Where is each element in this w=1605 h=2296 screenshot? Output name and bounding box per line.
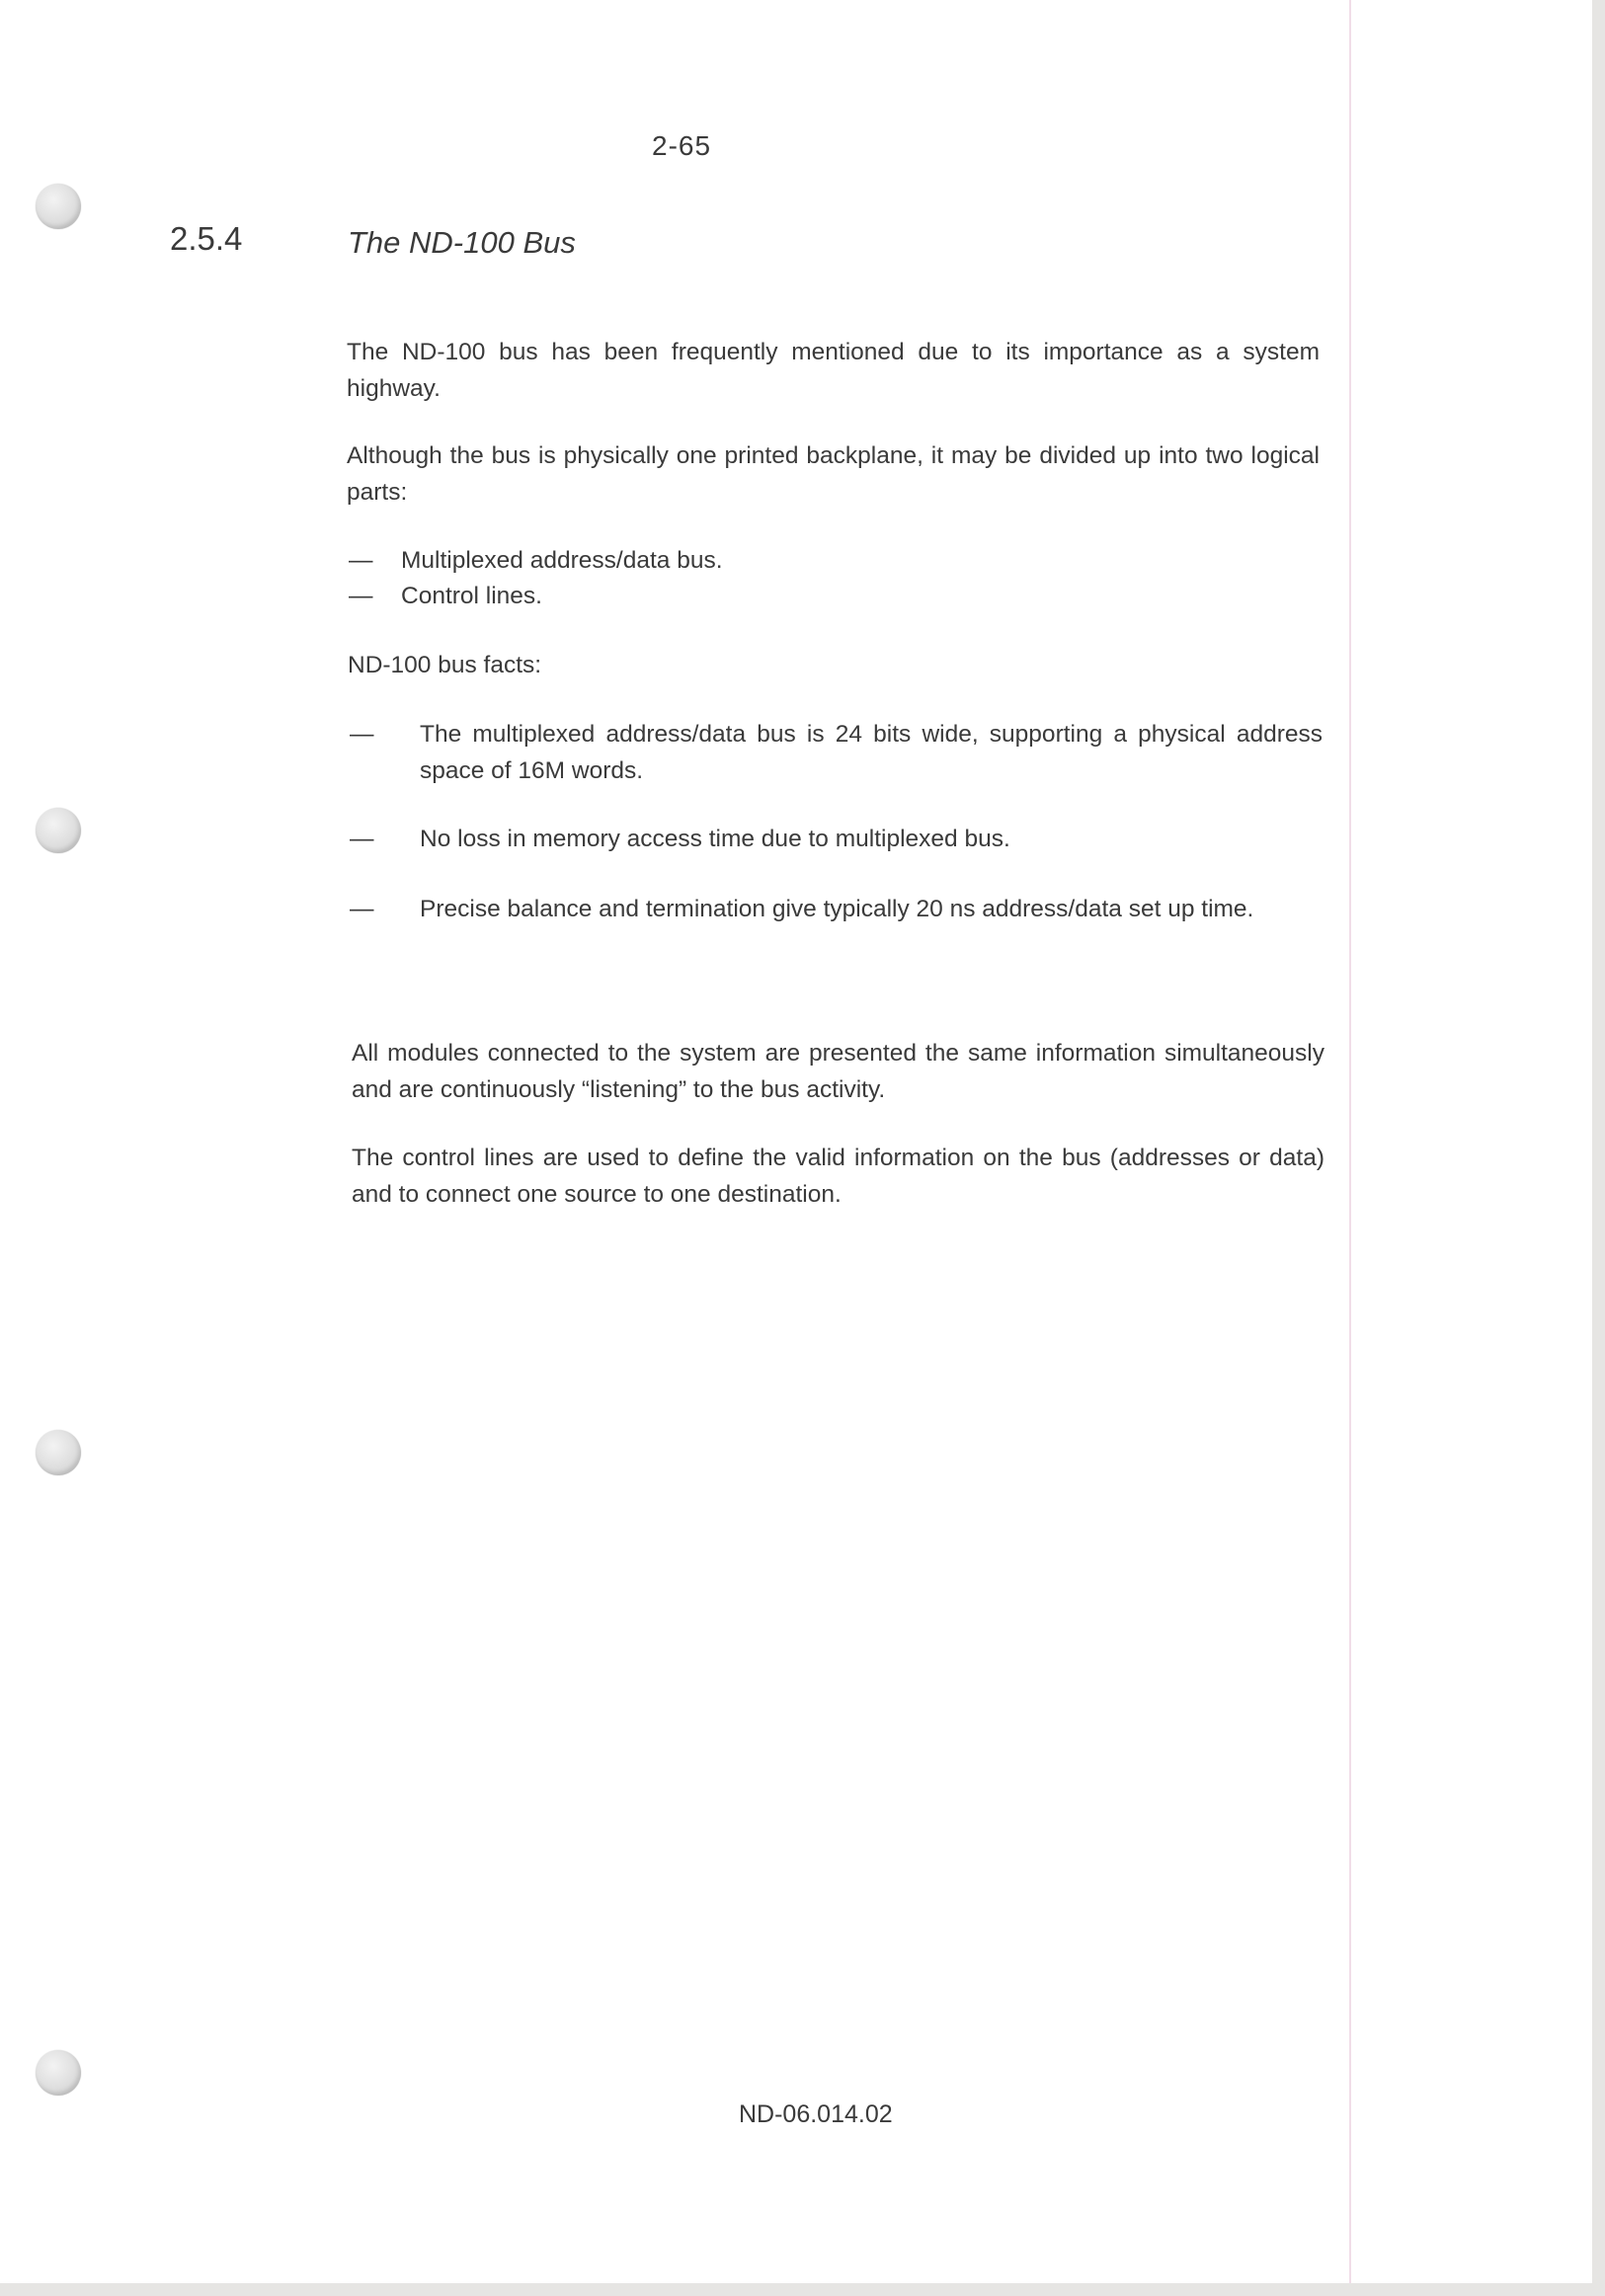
facts-heading: ND-100 bus facts: — [348, 652, 542, 678]
binder-hole-4 — [36, 2050, 81, 2096]
dash-bullet: — — [350, 896, 374, 922]
list-item-text: Multiplexed address/data bus. — [401, 547, 723, 574]
section-title: The ND-100 Bus — [348, 225, 576, 260]
dash-bullet: — — [349, 547, 373, 574]
binder-hole-2 — [36, 808, 81, 853]
fact-text: The multiplexed address/data bus is 24 bits wide, supporting a physical address space of 16M words. — [420, 721, 1323, 784]
page-number: 2-65 — [652, 130, 712, 161]
list-item-text: Control lines. — [401, 583, 542, 609]
section-number: 2.5.4 — [170, 220, 243, 257]
dash-bullet: — — [349, 583, 373, 609]
fact-text: No loss in memory access time due to multiplexed bus. — [420, 826, 1010, 852]
parts-intro-paragraph: Although the bus is physically one printed backplane, it may be divided up into two logical parts: — [347, 442, 1320, 506]
fact-text: Precise balance and termination give typically 20 ns address/data set up time. — [420, 896, 1254, 922]
margin-line — [1349, 0, 1351, 2283]
binder-hole-3 — [36, 1430, 81, 1475]
binder-hole-1 — [36, 184, 81, 229]
dash-bullet: — — [350, 826, 374, 852]
intro-paragraph: The ND-100 bus has been frequently mentioned due to its importance as a system highway. — [347, 339, 1320, 402]
control-lines-paragraph: The control lines are used to define the valid information on the bus (addresses or data) and to connect one source to one destination. — [352, 1145, 1324, 1208]
dash-bullet: — — [350, 721, 374, 748]
modules-paragraph: All modules connected to the system are presented the same information simultaneously and are continuously “listening” to the bus activity. — [352, 1040, 1324, 1103]
document-code: ND-06.014.02 — [739, 2100, 893, 2128]
